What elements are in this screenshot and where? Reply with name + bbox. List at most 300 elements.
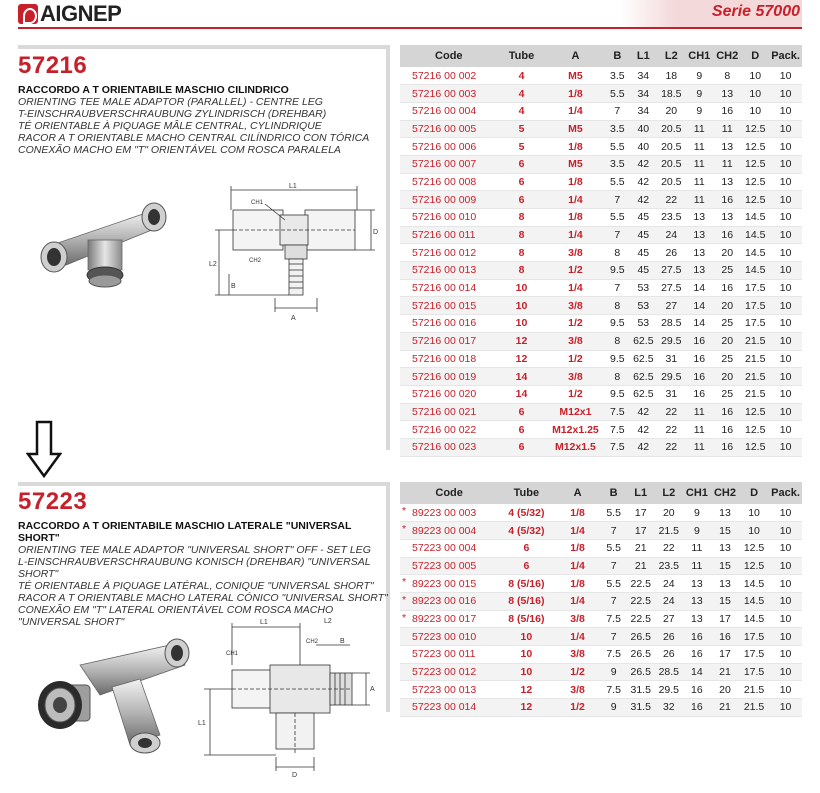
cell-code-text: 57216 00 016: [412, 317, 477, 330]
cell-code-text: 57223 00 010: [412, 630, 477, 643]
cell-b: 5.5: [605, 85, 629, 103]
cell-code-text: 57223 00 014: [412, 701, 477, 714]
cell-tube: 10: [498, 315, 546, 333]
cell-ch2: 8: [713, 67, 741, 85]
cell-a: M5: [545, 120, 605, 138]
cell-d: 21.5: [741, 350, 769, 368]
cell-ch1: 9: [683, 504, 711, 522]
cell-l1: 45: [629, 262, 657, 280]
cell-code-text: 57223 00 004: [412, 542, 477, 555]
table-row: [400, 209, 802, 227]
cell-pack: 10: [769, 539, 802, 557]
cell-d: 21.5: [741, 385, 769, 403]
cell-tube: 8: [498, 209, 546, 227]
cell-pack: 10: [769, 522, 802, 540]
cell-ch1: 14: [685, 297, 713, 315]
cell-tube: 14: [498, 368, 546, 386]
cell-l2: 29.5: [657, 332, 685, 350]
cell-pack: 10: [769, 628, 802, 646]
dim-l1-label: L1: [289, 183, 297, 190]
col-header-pack: Pack.: [769, 482, 802, 504]
cell-tube: 5: [498, 138, 546, 156]
section2-desc-main: RACCORDO A T ORIENTABILE MASCHIO LATERALE "UNIVERSAL SHORT": [18, 520, 352, 544]
section2-spec-table: [400, 482, 802, 717]
cell-ch2: 25: [713, 350, 741, 368]
cell-code: [400, 592, 498, 610]
cell-tube: 4: [498, 85, 546, 103]
cell-code-text: 57223 00 012: [412, 666, 477, 679]
cell-a: 1/2: [545, 315, 605, 333]
cell-code-text: 57223 00 011: [412, 648, 476, 661]
cell-code-text: 57216 00 004: [412, 105, 477, 118]
series-title: Serie 57000: [711, 3, 800, 20]
cell-ch1: 16: [683, 628, 711, 646]
cell-code: [400, 438, 498, 456]
cell-code-text: 57216 00 005: [412, 122, 477, 135]
cell-ch2: 13: [713, 173, 741, 191]
cell-pack: 10: [769, 244, 802, 262]
cell-a: 1/4: [554, 628, 600, 646]
cell-a: M5: [545, 67, 605, 85]
cell-ch1: 13: [685, 226, 713, 244]
cell-l1: 21: [627, 539, 655, 557]
cell-pack: 10: [769, 575, 802, 593]
cell-a: 1/8: [554, 504, 600, 522]
cell-code: [400, 663, 498, 681]
cell-b: 5.5: [601, 539, 627, 557]
cell-l1: 34: [629, 85, 657, 103]
cell-a: 3/8: [554, 646, 600, 664]
cell-d: 12.5: [741, 173, 769, 191]
dim-b-label: B: [340, 638, 345, 645]
cell-ch1: 13: [683, 592, 711, 610]
cell-a: M12x1: [545, 403, 605, 421]
cell-d: 17.5: [739, 646, 769, 664]
cell-a: M12x1.5: [545, 438, 605, 456]
cell-d: 17.5: [741, 315, 769, 333]
cell-tube: 8 (5/16): [498, 575, 554, 593]
new-item-marker: *: [402, 593, 407, 606]
cell-pack: 10: [769, 209, 802, 227]
cell-code: [400, 421, 498, 439]
cell-code: [400, 403, 498, 421]
cell-d: 17.5: [741, 279, 769, 297]
cell-l1: 62.5: [629, 368, 657, 386]
cell-l2: 20.5: [657, 173, 685, 191]
cell-d: 14.5: [741, 244, 769, 262]
cell-b: 3.5: [605, 67, 629, 85]
cell-a: 1/8: [545, 209, 605, 227]
col-header-b: B: [601, 482, 627, 504]
cell-ch2: 20: [713, 297, 741, 315]
header-divider: [18, 27, 802, 29]
cell-tube: 4 (5/32): [498, 522, 554, 540]
cell-b: 7.5: [605, 403, 629, 421]
section2-desc-line: RACOR A T ORIENTABLE MACHO LATERAL CÓNICO "UNIVERSAL SHORT": [18, 592, 388, 604]
cell-a: 1/4: [545, 279, 605, 297]
cell-a: M12x1.25: [545, 421, 605, 439]
cell-b: 7: [605, 226, 629, 244]
cell-ch2: 13: [711, 504, 739, 522]
cell-ch1: 11: [685, 173, 713, 191]
cell-l2: 24: [655, 575, 683, 593]
cell-code-text: 57216 00 006: [412, 140, 477, 153]
cell-code-text: 57216 00 013: [412, 264, 477, 277]
cell-a: 1/4: [554, 522, 600, 540]
cell-code: [400, 173, 498, 191]
cell-a: 1/2: [545, 385, 605, 403]
cell-a: 1/2: [545, 350, 605, 368]
cell-b: 7.5: [601, 610, 627, 628]
table-row: [400, 575, 802, 593]
cell-l1: 26.5: [627, 646, 655, 664]
col-header-l2: L2: [655, 482, 683, 504]
cell-d: 12.5: [741, 438, 769, 456]
col-header-a: A: [554, 482, 600, 504]
cell-a: 1/2: [554, 699, 600, 717]
table-row: [400, 504, 802, 522]
cell-ch2: 16: [711, 628, 739, 646]
table-header-row: [400, 45, 802, 67]
cell-ch2: 16: [713, 403, 741, 421]
cell-code: [400, 279, 498, 297]
cell-code-text: 89223 00 015: [412, 577, 477, 590]
cell-a: 1/8: [554, 575, 600, 593]
cell-code-text: 57216 00 008: [412, 175, 477, 188]
cell-l1: 21: [627, 557, 655, 575]
cell-b: 7.5: [605, 438, 629, 456]
table-row: [400, 385, 802, 403]
cell-ch1: 9: [685, 85, 713, 103]
cell-code-text: 57216 00 023: [412, 441, 477, 454]
cell-code: [400, 504, 498, 522]
cell-d: 21.5: [739, 699, 769, 717]
section2-description: [18, 488, 390, 628]
cell-l1: 53: [629, 279, 657, 297]
cell-ch2: 11: [713, 120, 741, 138]
section2-desc-line: TÉ ORIENTABLE À PIQUAGE LATÉRAL, CONIQUE "UNIVERSAL SHORT": [18, 580, 374, 592]
brand-name: AIGNEP: [40, 1, 122, 26]
cell-pack: 10: [769, 67, 802, 85]
cell-pack: 10: [769, 385, 802, 403]
col-header-b: B: [605, 45, 629, 67]
cell-pack: 10: [769, 85, 802, 103]
cell-b: 5.5: [605, 209, 629, 227]
table-header-row: [400, 482, 802, 504]
cell-ch2: 13: [713, 138, 741, 156]
cell-d: 21.5: [739, 681, 769, 699]
cell-l2: 27.5: [657, 279, 685, 297]
section1-description: [18, 52, 390, 156]
new-item-marker: *: [402, 505, 407, 517]
section2-product-photo: [20, 635, 200, 765]
cell-ch2: 17: [711, 610, 739, 628]
cell-code-text: 57223 00 013: [412, 683, 477, 696]
cell-l1: 45: [629, 209, 657, 227]
cell-a: 1/8: [554, 539, 600, 557]
cell-code: [400, 350, 498, 368]
cell-l1: 26.5: [627, 628, 655, 646]
cell-ch2: 25: [713, 385, 741, 403]
table-row: [400, 244, 802, 262]
cell-b: 7: [601, 522, 627, 540]
cell-b: 3.5: [605, 155, 629, 173]
cell-code-text: 89223 00 003: [412, 506, 477, 519]
cell-ch2: 20: [713, 244, 741, 262]
cell-ch1: 9: [685, 102, 713, 120]
cell-b: 9: [601, 663, 627, 681]
cell-l1: 31.5: [627, 681, 655, 699]
cell-l2: 18: [657, 67, 685, 85]
cell-code-text: 57216 00 011: [412, 229, 476, 242]
brand-mark-icon: [18, 4, 38, 24]
cell-ch2: 16: [713, 191, 741, 209]
cell-tube: 6: [498, 403, 546, 421]
cell-l2: 22: [657, 191, 685, 209]
cell-a: 3/8: [554, 610, 600, 628]
cell-b: 8: [605, 297, 629, 315]
cell-a: 1/2: [545, 262, 605, 280]
cell-a: 1/4: [554, 557, 600, 575]
table-row: [400, 350, 802, 368]
cell-pack: 10: [769, 350, 802, 368]
section1-desc-line: ORIENTING TEE MALE ADAPTOR (PARALLEL) - CENTRE LEG: [18, 96, 323, 108]
cell-l1: 22.5: [627, 610, 655, 628]
cell-b: 5.5: [601, 504, 627, 522]
col-header-l2: L2: [657, 45, 685, 67]
cell-l1: 42: [629, 191, 657, 209]
cell-code: [400, 67, 498, 85]
cell-code-text: 57216 00 003: [412, 87, 477, 100]
cell-l1: 40: [629, 138, 657, 156]
cell-code: [400, 699, 498, 717]
cell-l2: 22: [657, 403, 685, 421]
cell-l2: 23.5: [657, 209, 685, 227]
cell-tube: 6: [498, 191, 546, 209]
dim-d-label: D: [373, 229, 379, 236]
table-row: [400, 120, 802, 138]
cell-pack: 10: [769, 226, 802, 244]
cell-ch1: 11: [685, 155, 713, 173]
col-header-ch2: CH2: [711, 482, 739, 504]
cell-l2: 23.5: [655, 557, 683, 575]
cell-l2: 27.5: [657, 262, 685, 280]
cell-ch2: 17: [711, 646, 739, 664]
cell-d: 12.5: [741, 403, 769, 421]
cell-ch2: 13: [713, 209, 741, 227]
dim-a-label: A: [291, 315, 296, 322]
cell-ch1: 9: [683, 522, 711, 540]
cell-code: [400, 332, 498, 350]
cell-tube: 5: [498, 120, 546, 138]
cell-ch2: 20: [713, 368, 741, 386]
table-row: [400, 421, 802, 439]
cell-pack: 10: [769, 438, 802, 456]
cell-b: 9.5: [605, 385, 629, 403]
cell-l1: 62.5: [629, 350, 657, 368]
col-header-code: Code: [400, 45, 498, 67]
brand-logo: [18, 2, 121, 26]
cell-pack: 10: [769, 421, 802, 439]
dim-ch2-label: CH2: [249, 258, 262, 264]
cell-tube: 12: [498, 350, 546, 368]
cell-d: 21.5: [741, 332, 769, 350]
cell-code: [400, 539, 498, 557]
cell-code-text: 89223 00 016: [412, 595, 477, 608]
cell-pack: 10: [769, 663, 802, 681]
cell-pack: 10: [769, 699, 802, 717]
col-header-d: D: [741, 45, 769, 67]
cell-b: 8: [605, 368, 629, 386]
dim-l1-side-label: L1: [198, 720, 206, 727]
cell-code: [400, 120, 498, 138]
cell-ch1: 14: [683, 663, 711, 681]
cell-ch1: 16: [685, 350, 713, 368]
cell-d: 14.5: [741, 262, 769, 280]
cell-b: 7: [601, 628, 627, 646]
cell-a: 3/8: [554, 681, 600, 699]
cell-ch1: 13: [685, 262, 713, 280]
cell-b: 9.5: [605, 350, 629, 368]
cell-tube: 12: [498, 332, 546, 350]
cell-l2: 31: [657, 350, 685, 368]
table-row: [400, 592, 802, 610]
cell-code: [400, 628, 498, 646]
cell-ch2: 13: [711, 575, 739, 593]
cell-d: 14.5: [741, 209, 769, 227]
cell-d: 12.5: [741, 138, 769, 156]
cell-ch1: 13: [685, 209, 713, 227]
cell-pack: 10: [769, 138, 802, 156]
cell-pack: 10: [769, 368, 802, 386]
cell-l2: 21.5: [655, 522, 683, 540]
cell-l2: 26: [655, 646, 683, 664]
cell-l1: 31.5: [627, 699, 655, 717]
section2-desc-line: L-EINSCHRAUBVERSCHRAUBUNG KONISCH (DREHBAR) "UNIVERSAL SHORT": [18, 556, 371, 580]
cell-pack: 10: [769, 332, 802, 350]
cell-l1: 17: [627, 504, 655, 522]
cell-code: [400, 385, 498, 403]
cell-ch1: 11: [685, 438, 713, 456]
cell-tube: 10: [498, 663, 554, 681]
cell-ch1: 11: [683, 539, 711, 557]
table-row: [400, 522, 802, 540]
cell-pack: 10: [769, 557, 802, 575]
cell-l1: 53: [629, 315, 657, 333]
down-arrow-icon: [26, 420, 62, 480]
cell-tube: 4 (5/32): [498, 504, 554, 522]
cell-l2: 27: [657, 297, 685, 315]
cell-ch1: 14: [685, 279, 713, 297]
cell-l2: 26: [657, 244, 685, 262]
cell-a: 1/4: [554, 592, 600, 610]
dim-l1-label: L1: [260, 619, 268, 626]
cell-l2: 22: [657, 438, 685, 456]
cell-ch1: 16: [685, 332, 713, 350]
cell-pack: 10: [769, 681, 802, 699]
cell-l1: 62.5: [629, 332, 657, 350]
cell-l2: 28.5: [655, 663, 683, 681]
dim-a-label: A: [370, 686, 375, 693]
col-header-d: D: [739, 482, 769, 504]
cell-ch2: 15: [711, 592, 739, 610]
cell-ch2: 25: [713, 315, 741, 333]
cell-ch1: 13: [683, 610, 711, 628]
cell-ch2: 15: [711, 522, 739, 540]
cell-tube: 8: [498, 262, 546, 280]
cell-l2: 28.5: [657, 315, 685, 333]
cell-tube: 8 (5/16): [498, 610, 554, 628]
cell-tube: 6: [498, 557, 554, 575]
cell-ch2: 15: [711, 557, 739, 575]
cell-l1: 26.5: [627, 663, 655, 681]
cell-pack: 10: [769, 315, 802, 333]
new-item-marker: *: [402, 576, 407, 589]
dim-ch1-label: CH1: [251, 200, 264, 206]
cell-a: 1/4: [545, 191, 605, 209]
cell-ch1: 11: [685, 421, 713, 439]
cell-a: 1/2: [554, 663, 600, 681]
cell-pack: 10: [769, 403, 802, 421]
cell-l2: 20: [655, 504, 683, 522]
dim-l2-label: L2: [209, 261, 217, 268]
cell-d: 12.5: [741, 421, 769, 439]
cell-ch1: 16: [685, 368, 713, 386]
cell-code-text: 57216 00 020: [412, 388, 477, 401]
table-row: [400, 85, 802, 103]
cell-ch1: 13: [683, 575, 711, 593]
cell-tube: 8 (5/16): [498, 592, 554, 610]
cell-code: [400, 244, 498, 262]
cell-code-text: 89223 00 017: [412, 612, 477, 625]
cell-code: [400, 85, 498, 103]
cell-d: 12.5: [741, 191, 769, 209]
cell-pack: 10: [769, 120, 802, 138]
cell-l1: 17: [627, 522, 655, 540]
cell-b: 9.5: [605, 262, 629, 280]
section1-technical-drawing: [205, 180, 380, 330]
cell-tube: 14: [498, 385, 546, 403]
table-row: [400, 438, 802, 456]
cell-l1: 34: [629, 67, 657, 85]
section1-desc-main: RACCORDO A T ORIENTABILE MASCHIO CILINDRICO: [18, 84, 289, 96]
cell-code: [400, 315, 498, 333]
cell-l1: 42: [629, 421, 657, 439]
cell-ch2: 16: [713, 102, 741, 120]
table-row: [400, 610, 802, 628]
cell-l2: 20.5: [657, 138, 685, 156]
table-row: [400, 663, 802, 681]
col-header-tube: Tube: [498, 482, 554, 504]
cell-code-text: 57216 00 012: [412, 246, 477, 259]
cell-ch1: 16: [683, 646, 711, 664]
cell-code: [400, 646, 498, 664]
cell-d: 10: [741, 85, 769, 103]
table-row: [400, 138, 802, 156]
cell-d: 14.5: [739, 610, 769, 628]
cell-code-text: 57216 00 015: [412, 299, 477, 312]
cell-b: 3.5: [605, 120, 629, 138]
cell-l1: 53: [629, 297, 657, 315]
cell-ch1: 9: [685, 67, 713, 85]
cell-l1: 42: [629, 173, 657, 191]
table-row: [400, 226, 802, 244]
new-item-marker: *: [402, 523, 407, 536]
cell-ch1: 11: [685, 191, 713, 209]
cell-ch1: 16: [683, 681, 711, 699]
cell-l2: 32: [655, 699, 683, 717]
cell-l1: 42: [629, 438, 657, 456]
